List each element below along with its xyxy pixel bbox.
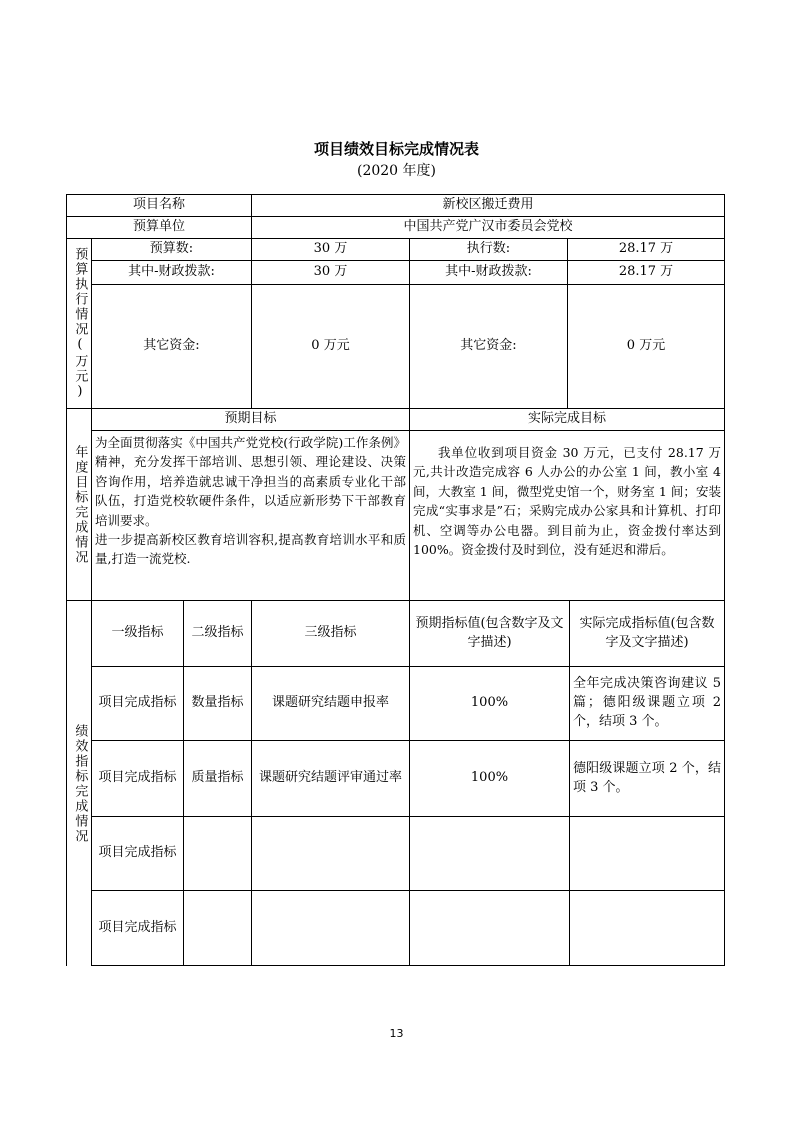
other-funds-value: 0 万元 xyxy=(251,284,409,408)
table-row-3-expected xyxy=(409,816,569,890)
other-funds-exec-label: 其它资金: xyxy=(409,284,567,408)
actual-target-header: 实际完成目标 xyxy=(409,408,725,430)
page-number: 13 xyxy=(389,1027,404,1040)
budget-amount-value: 30 万 xyxy=(251,238,409,260)
table-row-4-level1: 项目完成指标 xyxy=(91,890,183,966)
table-row-1-expected: 100% xyxy=(409,666,569,740)
header-actual-value: 实际完成指标值(包含数字及文字描述) xyxy=(569,600,725,666)
budget-section-text: 预算执行情况(万元) xyxy=(72,246,88,401)
table-row-3-actual xyxy=(569,816,725,890)
table-row-3-level2 xyxy=(183,816,251,890)
table-row-2-level3: 课题研究结题评审通过率 xyxy=(251,740,409,816)
table-row-1-level3: 课题研究结题申报率 xyxy=(251,666,409,740)
indicators-section-label xyxy=(66,600,91,966)
table-row-4-level2 xyxy=(183,890,251,966)
header-level2: 二级指标 xyxy=(183,600,251,666)
header-level3: 三级指标 xyxy=(251,600,409,666)
annual-section-label xyxy=(66,408,91,600)
fiscal-budget-label: 其中-财政拨款: xyxy=(91,260,251,284)
table-row-3-level3 xyxy=(251,816,409,890)
table-row-2-level1: 项目完成指标 xyxy=(91,740,183,816)
expected-paragraph-2: 进一步提高新校区教育培训容积,提高教育培训水平和质量,打造一流党校. xyxy=(95,531,406,567)
other-funds-label: 其它资金: xyxy=(91,284,251,408)
table-row-4-expected xyxy=(409,890,569,966)
table-row-1-level2: 数量指标 xyxy=(183,666,251,740)
table-row-4-level3 xyxy=(251,890,409,966)
table-row-4-actual xyxy=(569,890,725,966)
table-row-2-actual: 德阳级课题立项 2 个，结项 3 个。 xyxy=(569,740,725,816)
fiscal-exec-label: 其中-财政拨款: xyxy=(409,260,567,284)
other-funds-exec-value: 0 万元 xyxy=(567,284,725,408)
header-expected-value: 预期指标值(包含数字及文字描述) xyxy=(409,600,569,666)
annual-section-text: 年度目标完成情况 xyxy=(72,444,88,565)
table-row-2-level2: 质量指标 xyxy=(183,740,251,816)
fiscal-budget-value: 30 万 xyxy=(251,260,409,284)
page-subtitle: (2020 年度) xyxy=(356,163,436,179)
project-name-label: 项目名称 xyxy=(66,194,251,216)
project-name-value: 新校区搬迁费用 xyxy=(251,194,725,216)
table-row-3-level1: 项目完成指标 xyxy=(91,816,183,890)
table-row-2-expected: 100% xyxy=(409,740,569,816)
table-bottom-border xyxy=(91,965,725,966)
expected-paragraph-1: 为全面贯彻落实《中国共产党党校(行政学院)工作条例》精神，充分发挥干部培训、思想引领、理论建设、决策咨询作用，培养造就忠诚干净担当的高素质专业化干部队伍，打造党校软硬件条件，以适应新形势下干部教育培训要求。 xyxy=(95,435,406,528)
actual-paragraph: 我单位收到项目资金 30 万元，已支付 28.17 万元,共计改造完成容 6 人办公的办公室 1 间，教小室 4 间，大教室 1 间，微型党史馆一个，财务室 1 间；安装完成“实事求是”石；采购完成办公家具和计算机、打印机、空调等办公电器。到目前为止，资金拨付率达到 100%。资金拨付及时到位，没有延迟和滞后。 xyxy=(413,445,721,557)
page-title: 项目绩效目标完成情况表 xyxy=(313,140,479,158)
fiscal-exec-value: 28.17 万 xyxy=(567,260,725,284)
expected-target-text xyxy=(91,430,409,600)
budget-unit-value: 中国共产党广汉市委员会党校 xyxy=(251,216,725,238)
budget-section-label xyxy=(66,238,91,408)
indicators-section-text: 绩效指标完成情况 xyxy=(72,723,88,844)
execution-amount-label: 执行数: xyxy=(409,238,567,260)
budget-amount-label: 预算数: xyxy=(91,238,251,260)
table-row-1-level1: 项目完成指标 xyxy=(91,666,183,740)
execution-amount-value: 28.17 万 xyxy=(567,238,725,260)
table-row-1-actual: 全年完成决策咨询建议 5 篇；德阳级课题立项 2 个，结项 3 个。 xyxy=(569,666,725,740)
expected-target-header: 预期目标 xyxy=(91,408,409,430)
actual-target-text xyxy=(409,430,725,600)
header-level1: 一级指标 xyxy=(91,600,183,666)
budget-unit-label: 预算单位 xyxy=(66,216,251,238)
